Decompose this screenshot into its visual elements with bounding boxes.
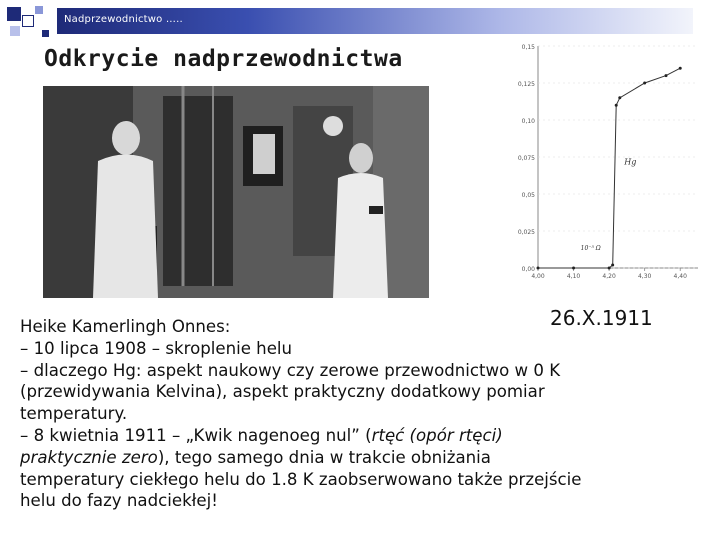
- y-tick-label: 0,025: [517, 229, 535, 236]
- x-tick-label: 4,00: [531, 273, 545, 280]
- decor-square-4: [10, 26, 20, 36]
- data-point: [618, 96, 621, 99]
- data-point: [615, 104, 618, 107]
- data-point: [611, 264, 614, 267]
- body-line-1: Heike Kamerlingh Onnes:: [20, 317, 231, 336]
- data-point: [643, 82, 646, 85]
- data-point: [608, 267, 611, 270]
- series-line: [538, 68, 680, 268]
- data-point: [665, 74, 668, 77]
- body-line-6: [20, 425, 710, 447]
- x-tick-label: 4,30: [637, 273, 652, 280]
- body-line-2: – 10 lipca 1908 – skroplenie helu: [20, 338, 293, 358]
- body-line-7a: praktycznie zero: [20, 447, 158, 467]
- data-point: [679, 67, 682, 70]
- body-line-6a: – 8 kwietnia 1911 – „Kwik nagenoeg nul” (: [20, 425, 372, 445]
- y-tick-label: 0,15: [521, 44, 535, 51]
- decor-square-5: [42, 30, 49, 37]
- resistance-chart: [508, 36, 710, 280]
- decor-square-3: [35, 6, 43, 14]
- header-breadcrumb: Nadprzewodnictwo …..: [64, 14, 183, 25]
- annotation-ohm: 10⁻⁵ Ω: [580, 245, 601, 253]
- y-tick-label: 0,00: [521, 266, 535, 273]
- discovery-date: 26.X.1911: [550, 306, 653, 330]
- body-line-9: helu do fazy nadciekłej!: [20, 491, 218, 511]
- annotation-hg: Hg: [624, 157, 637, 167]
- decor-square-2: [22, 15, 34, 27]
- body-text: [20, 316, 710, 512]
- chart-svg: [508, 36, 710, 280]
- y-tick-label: 0,125: [517, 81, 535, 88]
- x-tick-label: 4,40: [673, 273, 687, 280]
- data-point: [572, 267, 575, 270]
- y-tick-label: 0,05: [521, 192, 535, 199]
- body-line-6b: rtęć (opór rtęci): [371, 425, 503, 445]
- body-line-7: [20, 447, 710, 469]
- decor-square-1: [7, 7, 21, 21]
- x-tick-label: 4,10: [566, 273, 581, 280]
- body-line-8: temperatury ciekłego helu do 1.8 K zaobserwowano także przejście: [20, 469, 582, 489]
- slide-title: Odkrycie nadprzewodnictwa: [44, 46, 403, 72]
- body-line-4: (przewidywania Kelvina), aspekt praktyczny dodatkowy pomiar: [20, 382, 545, 402]
- body-line-7b: ), tego samego dnia w trakcie obniżania: [157, 447, 491, 467]
- y-tick-label: 0,10: [521, 118, 535, 125]
- x-tick-label: 4,20: [602, 273, 616, 280]
- body-line-3: – dlaczego Hg: aspekt naukowy czy zerowe przewodnictwo w 0 K: [20, 360, 561, 380]
- lab-photo: [43, 86, 429, 298]
- photo-icon: [43, 86, 429, 298]
- body-line-5: temperatury.: [20, 404, 128, 424]
- data-point: [537, 267, 540, 270]
- y-tick-label: 0,075: [517, 155, 535, 162]
